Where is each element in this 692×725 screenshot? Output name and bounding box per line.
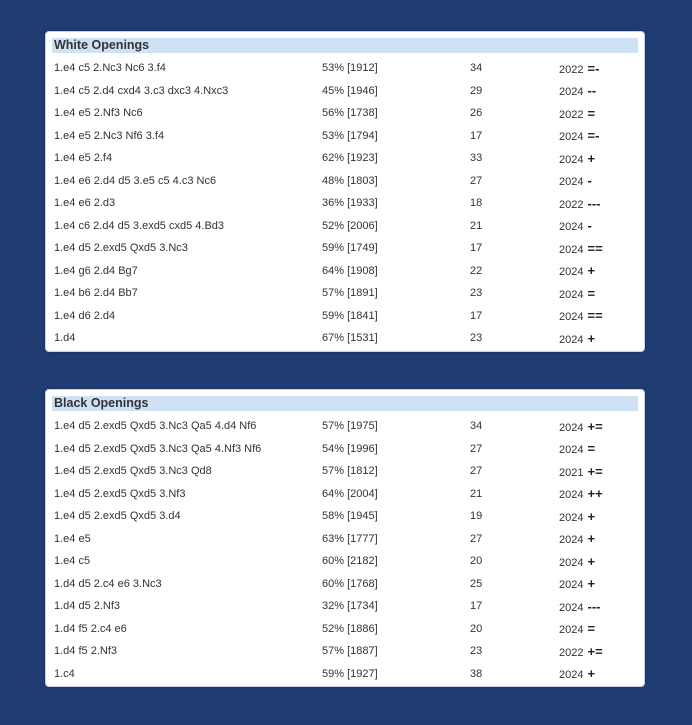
opening-score: 60% [1768]	[322, 577, 378, 590]
opening-moves: 1.e4 d5 2.exd5 Qxd5 3.d4	[54, 510, 181, 523]
opening-year-cell	[559, 215, 638, 238]
opening-year: 2024	[559, 556, 584, 569]
opening-eval: +	[587, 263, 596, 279]
opening-games: 21	[470, 487, 483, 500]
opening-row	[52, 573, 638, 596]
opening-moves: 1.e4 e5 2.Nf3 Nc6	[54, 107, 143, 120]
opening-games: 19	[470, 510, 483, 523]
opening-year-cell	[559, 170, 638, 193]
opening-score: 56% [1738]	[322, 107, 378, 120]
opening-moves: 1.e4 d6 2.d4	[54, 309, 116, 322]
opening-moves: 1.e4 c5 2.Nc3 Nc6 3.f4	[54, 62, 166, 75]
opening-score: 57% [1812]	[322, 465, 378, 478]
opening-games: 18	[470, 197, 483, 210]
opening-games: 29	[470, 84, 483, 97]
opening-moves: 1.d4 f5 2.Nf3	[54, 645, 117, 658]
opening-score: 62% [1923]	[322, 152, 378, 165]
opening-year: 2024	[559, 333, 584, 346]
opening-score: 59% [1927]	[322, 667, 378, 680]
opening-moves: 1.e4 b6 2.d4 Bb7	[54, 287, 138, 300]
opening-score: 53% [1794]	[322, 129, 378, 142]
opening-games: 27	[470, 465, 483, 478]
opening-eval: -	[587, 218, 592, 234]
opening-year: 2024	[559, 601, 584, 614]
opening-year-cell	[559, 327, 638, 350]
opening-score: 57% [1975]	[322, 420, 378, 433]
opening-games: 23	[470, 645, 483, 658]
opening-moves: 1.d4	[54, 332, 76, 345]
opening-games: 20	[470, 622, 483, 635]
opening-moves: 1.e4 e6 2.d4 d5 3.e5 c5 4.c3 Nc6	[54, 174, 217, 187]
opening-year: 2024	[559, 131, 584, 144]
opening-row	[52, 282, 638, 305]
opening-row	[52, 483, 638, 506]
opening-year-cell	[559, 125, 638, 148]
opening-eval: ---	[587, 598, 601, 614]
opening-moves: 1.d4 f5 2.c4 e6	[54, 622, 127, 635]
opening-row	[52, 618, 638, 641]
opening-moves: 1.e4 c5	[54, 555, 91, 568]
opening-year-cell	[559, 640, 638, 663]
opening-year: 2024	[559, 311, 584, 324]
opening-moves: 1.e4 d5 2.exd5 Qxd5 3.Nc3 Qa5 4.d4 Nf6	[54, 420, 257, 433]
opening-year-cell	[559, 483, 638, 506]
opening-row	[52, 595, 638, 618]
opening-score: 64% [1908]	[322, 264, 378, 277]
opening-year: 2024	[559, 511, 584, 524]
opening-eval: +	[587, 330, 596, 346]
opening-year-cell	[559, 550, 638, 573]
opening-moves: 1.e4 e6 2.d3	[54, 197, 116, 210]
opening-year: 2024	[559, 669, 584, 682]
opening-row	[52, 102, 638, 125]
opening-year: 2022	[559, 198, 584, 211]
opening-row	[52, 327, 638, 350]
opening-eval: =	[587, 441, 596, 457]
opening-year-cell	[559, 282, 638, 305]
opening-score: 45% [1946]	[322, 84, 378, 97]
opening-score: 48% [1803]	[322, 174, 378, 187]
opening-moves: 1.d4 d5 2.Nf3	[54, 600, 121, 613]
opening-moves: 1.e4 c5 2.d4 cxd4 3.c3 dxc3 4.Nxc3	[54, 84, 229, 97]
opening-year: 2024	[559, 624, 584, 637]
opening-games: 33	[470, 152, 483, 165]
opening-games: 17	[470, 129, 483, 142]
opening-games: 23	[470, 332, 483, 345]
opening-games: 22	[470, 264, 483, 277]
opening-eval: ++	[587, 486, 603, 502]
opening-eval: +	[587, 150, 596, 166]
opening-moves: 1.e4 e5 2.f4	[54, 152, 113, 165]
opening-score: 52% [2006]	[322, 219, 378, 232]
opening-row	[52, 640, 638, 663]
opening-year-cell	[559, 57, 638, 80]
opening-score: 36% [1933]	[322, 197, 378, 210]
opening-year: 2024	[559, 489, 584, 502]
opening-score: 67% [1531]	[322, 332, 378, 345]
opening-year-cell	[559, 415, 638, 438]
opening-games: 25	[470, 577, 483, 590]
opening-games: 17	[470, 309, 483, 322]
opening-year-cell	[559, 80, 638, 103]
opening-games: 38	[470, 667, 483, 680]
opening-year-cell	[559, 102, 638, 125]
opening-moves: 1.e4 g6 2.d4 Bg7	[54, 264, 138, 277]
opening-games: 26	[470, 107, 483, 120]
opening-eval: ==	[587, 240, 603, 256]
opening-year: 2024	[559, 153, 584, 166]
opening-row	[52, 663, 638, 686]
opening-eval: -	[587, 173, 592, 189]
opening-year-cell	[559, 595, 638, 618]
opening-games: 34	[470, 420, 483, 433]
opening-year-cell	[559, 260, 638, 283]
opening-moves: 1.e4 d5 2.exd5 Qxd5 3.Nc3 Qd8	[54, 465, 212, 478]
opening-eval: +=	[587, 418, 603, 434]
opening-year: 2024	[559, 243, 584, 256]
opening-year: 2024	[559, 86, 584, 99]
opening-year: 2022	[559, 108, 584, 121]
opening-year-cell	[559, 505, 638, 528]
opening-row	[52, 125, 638, 148]
opening-eval: =-	[587, 128, 600, 144]
opening-games: 21	[470, 219, 483, 232]
opening-eval: ==	[587, 308, 603, 324]
opening-year-cell	[559, 237, 638, 260]
white-openings-title: White Openings	[52, 38, 638, 53]
opening-year: 2024	[559, 579, 584, 592]
opening-year-cell	[559, 663, 638, 686]
opening-year-cell	[559, 460, 638, 483]
opening-games: 23	[470, 287, 483, 300]
opening-row	[52, 260, 638, 283]
opening-score: 59% [1841]	[322, 309, 378, 322]
opening-eval: +	[587, 531, 596, 547]
opening-row	[52, 460, 638, 483]
opening-year: 2021	[559, 466, 584, 479]
white-openings-panel	[45, 31, 645, 352]
opening-games: 27	[470, 174, 483, 187]
opening-games: 34	[470, 62, 483, 75]
opening-moves: 1.d4 d5 2.c4 e6 3.Nc3	[54, 577, 162, 590]
opening-games: 27	[470, 532, 483, 545]
opening-row	[52, 237, 638, 260]
opening-row	[52, 550, 638, 573]
opening-year-cell	[559, 192, 638, 215]
opening-row	[52, 415, 638, 438]
opening-row	[52, 528, 638, 551]
opening-year-cell	[559, 573, 638, 596]
opening-eval: =	[587, 285, 596, 301]
opening-score: 53% [1912]	[322, 62, 378, 75]
opening-eval: ---	[587, 195, 601, 211]
opening-row	[52, 80, 638, 103]
opening-score: 64% [2004]	[322, 487, 378, 500]
opening-row	[52, 192, 638, 215]
opening-row	[52, 305, 638, 328]
black-openings-panel	[45, 389, 645, 687]
opening-year-cell	[559, 618, 638, 641]
opening-moves: 1.e4 e5	[54, 532, 91, 545]
opening-score: 57% [1887]	[322, 645, 378, 658]
opening-year-cell	[559, 147, 638, 170]
opening-score: 60% [2182]	[322, 555, 378, 568]
opening-eval: =	[587, 105, 596, 121]
opening-row	[52, 147, 638, 170]
opening-year: 2024	[559, 288, 584, 301]
opening-year-cell	[559, 528, 638, 551]
opening-games: 17	[470, 600, 483, 613]
opening-score: 63% [1777]	[322, 532, 378, 545]
opening-year: 2024	[559, 444, 584, 457]
opening-score: 58% [1945]	[322, 510, 378, 523]
opening-year-cell	[559, 305, 638, 328]
opening-score: 52% [1886]	[322, 622, 378, 635]
opening-moves: 1.e4 d5 2.exd5 Qxd5 3.Nf3	[54, 487, 186, 500]
opening-score: 54% [1996]	[322, 442, 378, 455]
opening-eval: =-	[587, 60, 600, 76]
black-openings-title: Black Openings	[52, 396, 638, 411]
opening-games: 20	[470, 555, 483, 568]
opening-year: 2024	[559, 176, 584, 189]
opening-eval: --	[587, 83, 597, 99]
opening-moves: 1.e4 d5 2.exd5 Qxd5 3.Nc3 Qa5 4.Nf3 Nf6	[54, 442, 262, 455]
opening-moves: 1.c4	[54, 667, 75, 680]
opening-year: 2022	[559, 63, 584, 76]
black-openings-table	[52, 415, 638, 685]
opening-eval: +=	[587, 463, 603, 479]
opening-eval: +	[587, 553, 596, 569]
opening-eval: +	[587, 508, 596, 524]
opening-eval: +	[587, 666, 596, 682]
opening-row	[52, 170, 638, 193]
opening-moves: 1.e4 c6 2.d4 d5 3.exd5 cxd5 4.Bd3	[54, 219, 225, 232]
opening-year: 2022	[559, 646, 584, 659]
opening-year: 2024	[559, 266, 584, 279]
opening-moves: 1.e4 d5 2.exd5 Qxd5 3.Nc3	[54, 242, 188, 255]
opening-eval: +	[587, 576, 596, 592]
opening-games: 27	[470, 442, 483, 455]
opening-row	[52, 57, 638, 80]
opening-moves: 1.e4 e5 2.Nc3 Nf6 3.f4	[54, 129, 165, 142]
opening-row	[52, 438, 638, 461]
opening-eval: +=	[587, 643, 603, 659]
opening-score: 57% [1891]	[322, 287, 378, 300]
opening-year: 2024	[559, 221, 584, 234]
opening-row	[52, 215, 638, 238]
opening-year-cell	[559, 438, 638, 461]
opening-year: 2024	[559, 421, 584, 434]
opening-score: 32% [1734]	[322, 600, 378, 613]
opening-score: 59% [1749]	[322, 242, 378, 255]
white-openings-table	[52, 57, 638, 350]
opening-eval: =	[587, 621, 596, 637]
opening-row	[52, 505, 638, 528]
opening-year: 2024	[559, 534, 584, 547]
opening-games: 17	[470, 242, 483, 255]
